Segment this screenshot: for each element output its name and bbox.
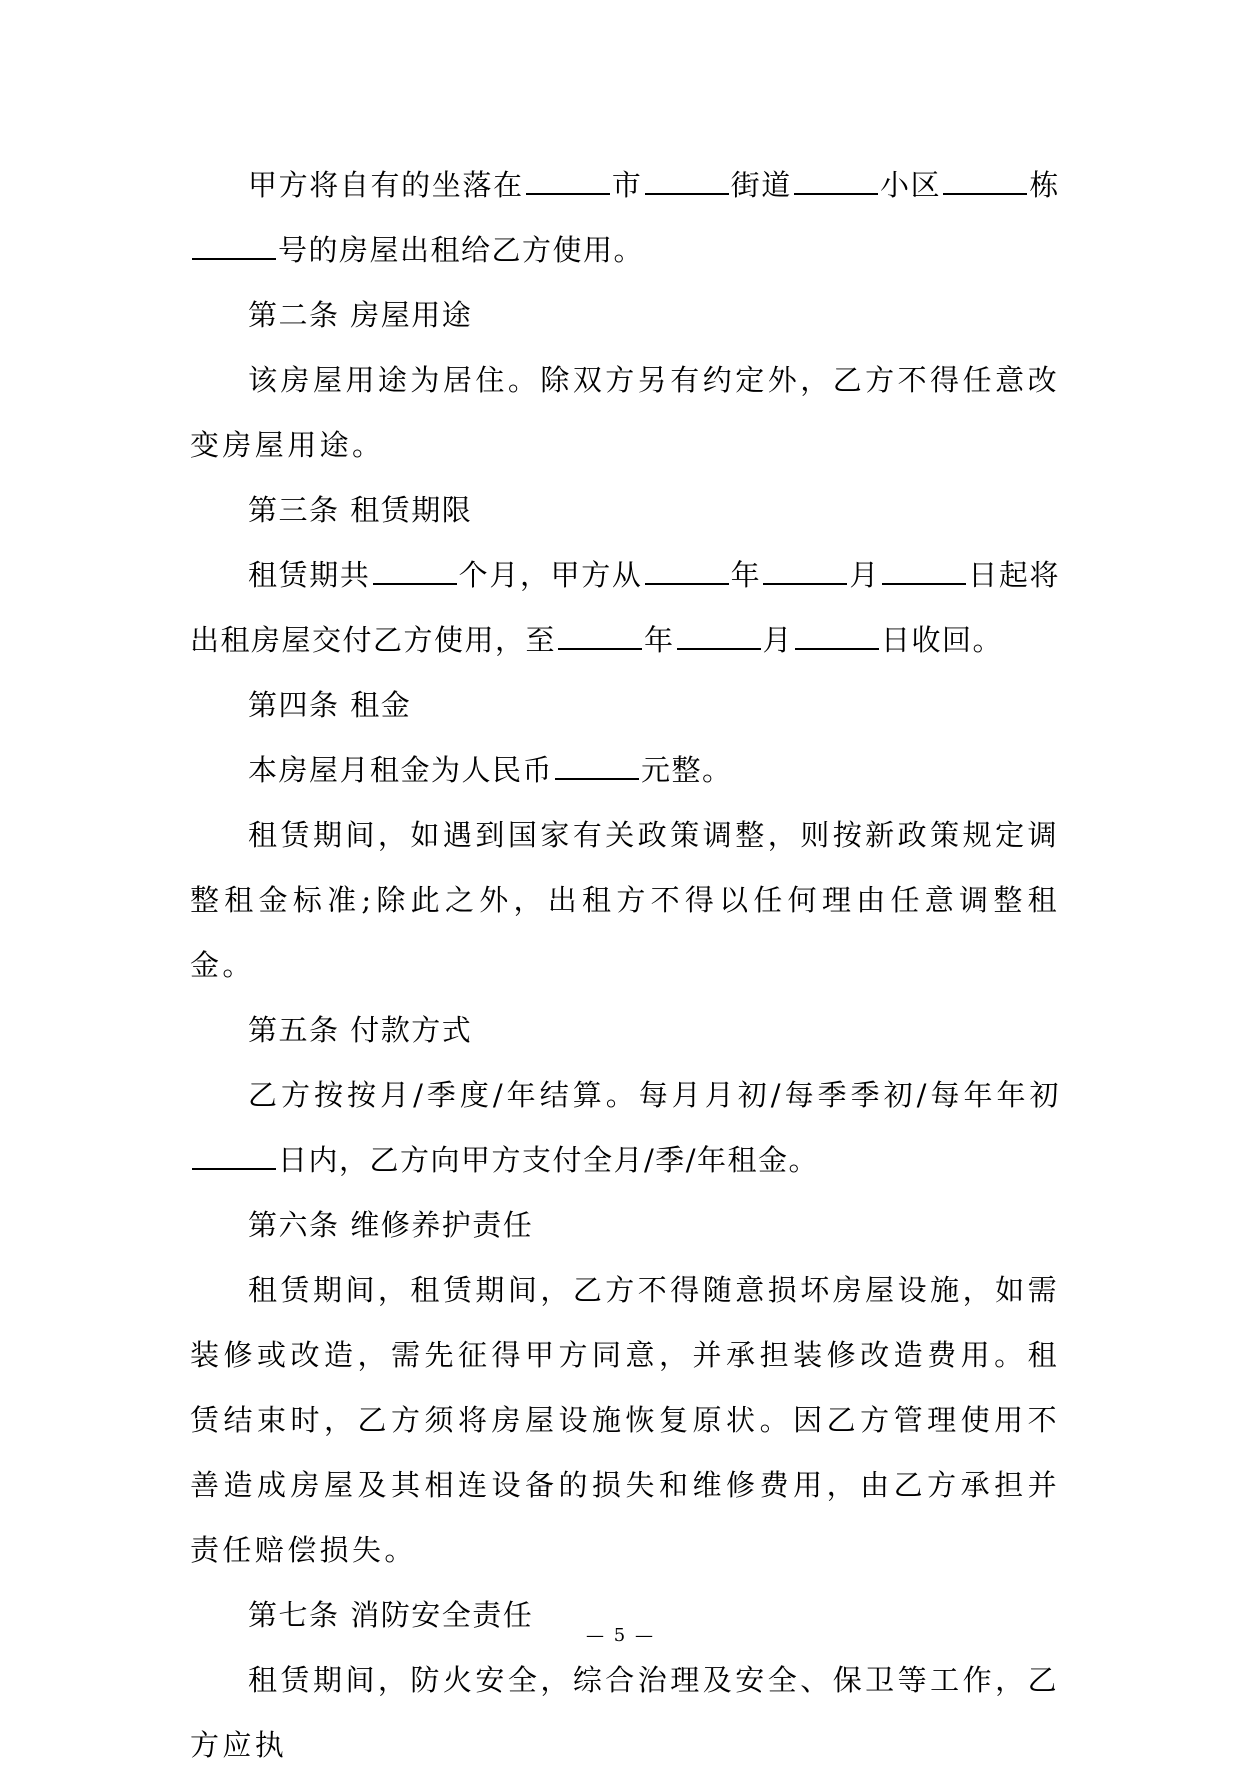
heading-article-6: 第六条 维修养护责任 (248, 1208, 534, 1242)
page-number: — 5 — (586, 1625, 655, 1646)
text: 日收回。 (881, 623, 1004, 657)
heading-article-7: 第七条 消防安全责任 (248, 1598, 534, 1632)
blank-end-year (558, 622, 642, 650)
text: 号的房屋出租给乙方使用。 (278, 233, 645, 267)
text: 日内，乙方向甲方支付全月/季/年租金。 (278, 1143, 820, 1177)
text: 甲方将自有的坐落在 (248, 168, 524, 202)
document-body (190, 153, 1060, 1778)
text: 街道 (730, 168, 792, 202)
blank-start-month (763, 557, 847, 585)
paragraph-fire-safety: 租赁期间，防火安全，综合治理及安全、保卫等工作，乙方应执 (190, 1663, 1060, 1762)
blank-rent (555, 752, 639, 780)
text: 月 (762, 623, 794, 657)
blank-city (526, 167, 610, 195)
heading-article-2: 第二条 房屋用途 (248, 298, 473, 332)
paragraph-usage: 该房屋用途为居住。除双方另有约定外，乙方不得任意改变房屋用途。 (190, 363, 1060, 462)
paragraph-maintenance: 租赁期间，租赁期间，乙方不得随意损坏房屋设施，如需装修或改造，需先征得甲方同意，并承担装修改造费用。租赁结束时，乙方须将房屋设施恢复原状。因乙方管理使用不善造成房屋及其相连设备的损失和维修费用，由乙方承担并责任赔偿损失。 (190, 1273, 1060, 1567)
text: 租赁期共 (248, 558, 371, 592)
blank-months (373, 557, 457, 585)
text: 栋 (1029, 168, 1060, 202)
heading-article-5: 第五条 付款方式 (248, 1013, 473, 1047)
text: 小区 (879, 168, 942, 202)
paragraph-property-location (190, 153, 1060, 283)
blank-street (645, 167, 729, 195)
text: 日起将出租房屋交付乙方使用，至 (190, 558, 1060, 657)
paragraph-rent-adjustment: 租赁期间，如遇到国家有关政策调整，则按新政策规定调整租金标准;除此之外，出租方不得以任何理由任意调整租金。 (190, 818, 1060, 982)
blank-payment-days (192, 1142, 276, 1170)
text: 月 (849, 558, 881, 592)
text: 年 (644, 623, 675, 657)
text: 乙方按按月/季度/年结算。每月月初/每季季初/每年年初 (248, 1078, 1060, 1112)
text: 元整。 (641, 753, 733, 787)
text: 市 (611, 168, 643, 202)
heading-article-4: 第四条 租金 (248, 688, 412, 722)
paragraph-lease-term (190, 543, 1060, 673)
blank-start-day (882, 557, 966, 585)
paragraph-payment (190, 1063, 1060, 1193)
text: 本房屋月租金为人民币 (248, 753, 554, 787)
heading-article-3: 第三条 租赁期限 (248, 493, 473, 527)
blank-start-year (645, 557, 729, 585)
blank-end-day (795, 622, 879, 650)
text: 年 (730, 558, 762, 592)
blank-end-month (677, 622, 761, 650)
blank-community (794, 167, 878, 195)
paragraph-rent-amount (190, 738, 1060, 803)
blank-building (943, 167, 1027, 195)
text: 个月，甲方从 (458, 558, 643, 592)
blank-number (192, 232, 276, 260)
